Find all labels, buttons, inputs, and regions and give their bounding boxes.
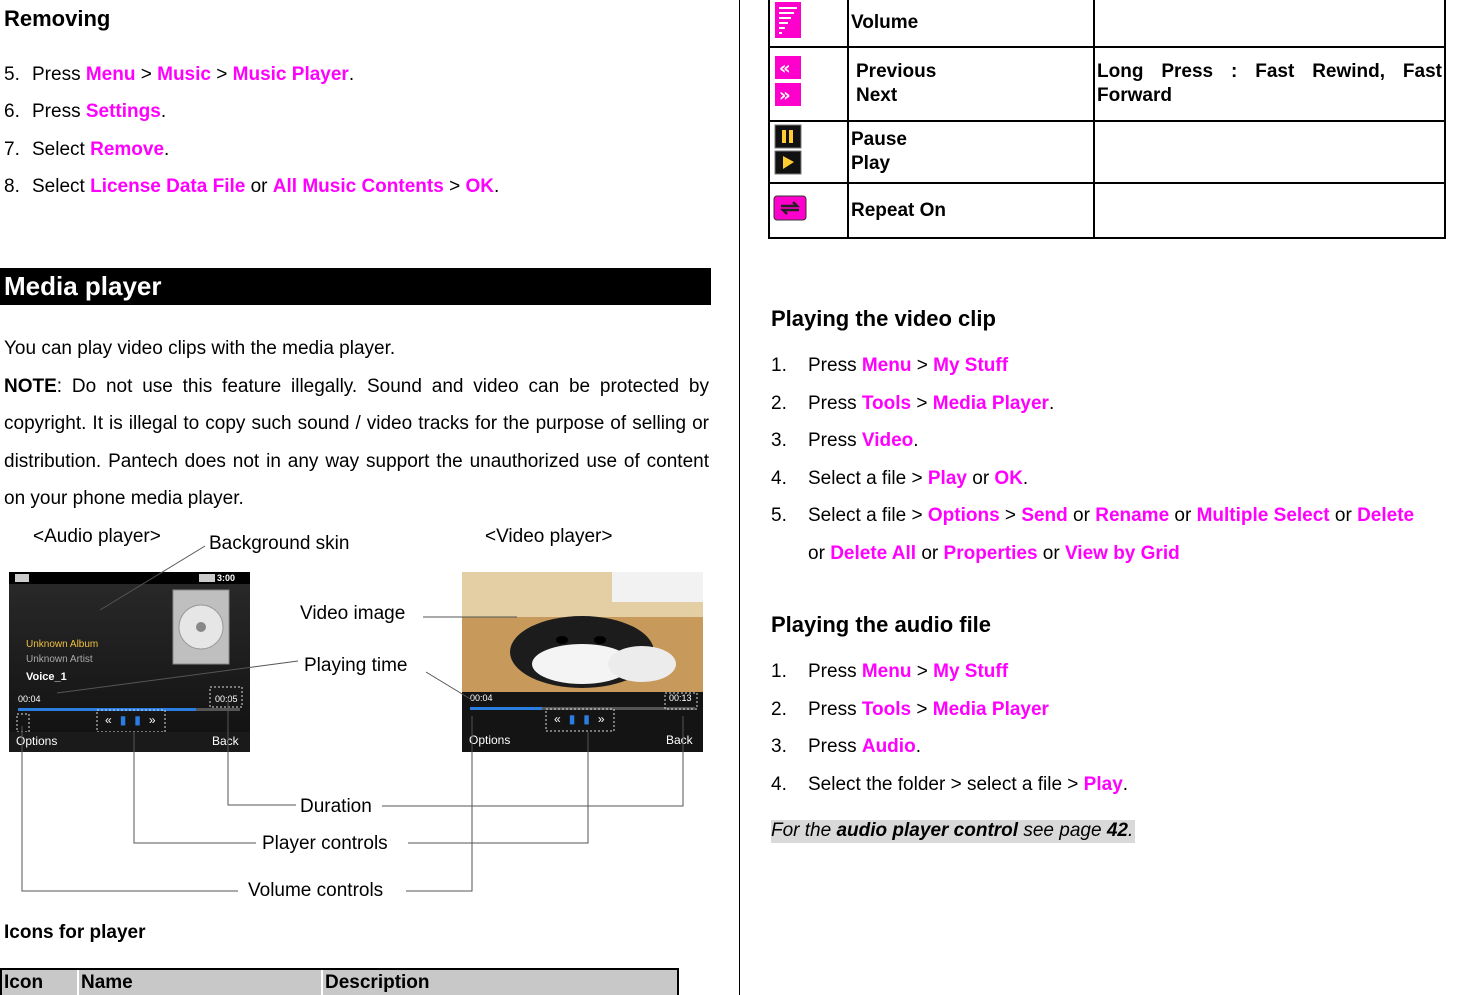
step-text: Select a file >	[808, 467, 928, 489]
step-text: .	[1022, 467, 1029, 489]
list-item	[771, 774, 1128, 812]
row-description	[1094, 0, 1445, 47]
menu-keyword: Menu	[861, 355, 912, 376]
col-icon-header: Icon	[2, 970, 79, 995]
step-text: Press	[808, 392, 862, 414]
step-text: >	[911, 661, 934, 682]
audio-duration: 00:05	[215, 694, 238, 704]
row-description	[1094, 183, 1445, 238]
removing-step: 5. Press Menu > Music > Music Player.	[4, 64, 355, 85]
step-text: Press	[808, 430, 862, 452]
video-playing-time: 00:04	[470, 693, 493, 703]
audio-playing-time: 00:04	[18, 694, 41, 704]
callout-playing-time: Playing time	[304, 655, 408, 676]
step-text: .	[1122, 773, 1129, 795]
step-number: 1.	[771, 661, 787, 682]
menu-keyword: Delete All	[830, 542, 917, 564]
menu-keyword: Tools	[861, 698, 912, 720]
step-text: Press	[808, 698, 862, 720]
footnote-audio-control: For the audio player control see page 42.	[771, 820, 1134, 841]
icons-table	[768, 0, 1446, 239]
callout-video-image: Video image	[300, 603, 406, 624]
svg-text:«: «	[779, 58, 791, 79]
column-divider	[739, 0, 740, 995]
audio-steps-list	[771, 661, 1128, 811]
video-options-softkey: Options	[469, 733, 511, 747]
svg-text:»: »	[779, 85, 791, 106]
list-item	[771, 355, 1414, 393]
list-item	[771, 543, 1414, 581]
list-item	[771, 430, 1414, 468]
table-row	[769, 0, 1445, 47]
removing-step: 6. Press Settings.	[4, 101, 167, 122]
menu-keyword: Tools	[861, 392, 912, 414]
step-text: >	[911, 355, 934, 376]
repeat-on-icon	[769, 183, 848, 238]
step-text: .	[913, 430, 919, 452]
list-item	[771, 468, 1414, 506]
menu-keyword: Delete	[1357, 505, 1415, 527]
video-duration: 00:13	[669, 693, 692, 703]
step-text: >	[911, 698, 933, 720]
row-name: Previous Next	[848, 47, 1094, 121]
audio-options-softkey: Options	[16, 734, 58, 748]
section-title-video-clip: Playing the video clip	[771, 306, 996, 331]
step-text: or	[1329, 505, 1358, 527]
col-description-header: Description	[323, 970, 677, 995]
video-controls-icons: «▮▮»	[554, 712, 613, 726]
removing-step: 7. Select Remove.	[4, 139, 170, 160]
video-player-label: <Video player>	[485, 526, 613, 547]
step-text: or	[916, 542, 944, 564]
section-title-removing: Removing	[4, 6, 111, 31]
step-text: or	[966, 467, 995, 489]
section-title-audio-file: Playing the audio file	[771, 612, 992, 637]
step-text: .	[1048, 392, 1055, 414]
icons-for-player-title: Icons for player	[4, 922, 146, 943]
row-name: Pause Play	[848, 121, 1094, 183]
step-text: >	[911, 392, 933, 414]
audio-player-label: <Audio player>	[33, 526, 161, 547]
step-text: Press	[808, 355, 862, 376]
step-text: .	[915, 736, 921, 758]
menu-keyword: Play	[927, 467, 967, 489]
list-item	[771, 661, 1128, 699]
list-item	[771, 393, 1414, 431]
menu-keyword: Media Player	[932, 392, 1049, 414]
menu-keyword: Send	[1021, 505, 1068, 527]
step-number: 4.	[771, 773, 787, 795]
audio-clock: 3:00	[217, 573, 236, 583]
audio-back-softkey: Back	[212, 734, 239, 748]
step-number: 4.	[771, 467, 787, 489]
menu-keyword: View by Grid	[1064, 542, 1180, 564]
pause-play-icon	[769, 121, 848, 183]
step-text: Select a file >	[808, 505, 928, 527]
step-number: 5.	[771, 505, 787, 527]
callout-duration: Duration	[300, 796, 372, 817]
video-back-softkey: Back	[666, 733, 693, 747]
icons-table-header	[0, 968, 679, 995]
list-item	[771, 505, 1414, 543]
section-banner-media-player: Media player	[0, 268, 711, 305]
step-text: or	[808, 542, 831, 564]
step-text: >	[999, 505, 1022, 527]
list-item	[771, 699, 1128, 737]
row-description	[1094, 121, 1445, 183]
menu-keyword: Play	[1083, 773, 1123, 795]
row-name: Repeat On	[848, 183, 1094, 238]
audio-album: Unknown Album	[26, 639, 99, 650]
menu-keyword: Rename	[1095, 505, 1170, 527]
menu-keyword: Media Player	[932, 698, 1049, 720]
list-item	[771, 736, 1128, 774]
step-number: 1.	[771, 355, 787, 376]
step-text: or	[1067, 505, 1096, 527]
volume-icon	[769, 0, 848, 47]
col-name-header: Name	[79, 970, 323, 995]
callout-volume-controls: Volume controls	[248, 880, 384, 901]
step-number: 3.	[771, 430, 787, 452]
menu-keyword: OK	[994, 467, 1023, 489]
table-row	[769, 47, 1445, 121]
audio-track: Voice_1	[26, 671, 67, 683]
menu-keyword: My Stuff	[933, 661, 1009, 682]
removing-step: 8. Select License Data File or All Music Contents > OK.	[4, 176, 500, 197]
intro-paragraph: You can play video clips with the media player. NOTE: Do not use this feature illegally. Sound and video can be protected by copyright. It is illegal to copy such sound / video tracks for the purpose of selling or distribution. Pantech does not in any way support the unauthorized use of content on your phone media player.	[4, 338, 709, 509]
menu-keyword: My Stuff	[933, 355, 1009, 376]
menu-keyword: Menu	[861, 661, 912, 682]
step-text: Press	[808, 736, 862, 758]
callout-background-skin: Background skin	[209, 533, 350, 554]
video-steps-list	[771, 355, 1414, 581]
audio-artist: Unknown Artist	[26, 654, 93, 665]
step-number: 2.	[771, 392, 787, 414]
previous-next-icon	[769, 47, 848, 121]
menu-keyword: Multiple Select	[1196, 505, 1330, 527]
callout-player-controls: Player controls	[262, 833, 388, 854]
table-row	[769, 121, 1445, 183]
table-row	[769, 183, 1445, 238]
step-text: Select the folder > select a file >	[808, 773, 1084, 795]
step-number: 3.	[771, 736, 787, 758]
audio-controls-icons: «▮▮»	[105, 713, 164, 727]
menu-keyword: Options	[927, 505, 1000, 527]
menu-keyword: Audio	[861, 736, 916, 758]
step-text: or	[1037, 542, 1065, 564]
menu-keyword: Properties	[943, 542, 1038, 564]
row-name: Volume	[848, 0, 1094, 47]
row-description: Long Press : Fast Rewind, Fast Forward	[1094, 47, 1445, 121]
step-number: 2.	[771, 698, 787, 720]
step-text: Press	[808, 661, 862, 682]
step-text: or	[1169, 505, 1197, 527]
menu-keyword: Video	[861, 430, 914, 452]
